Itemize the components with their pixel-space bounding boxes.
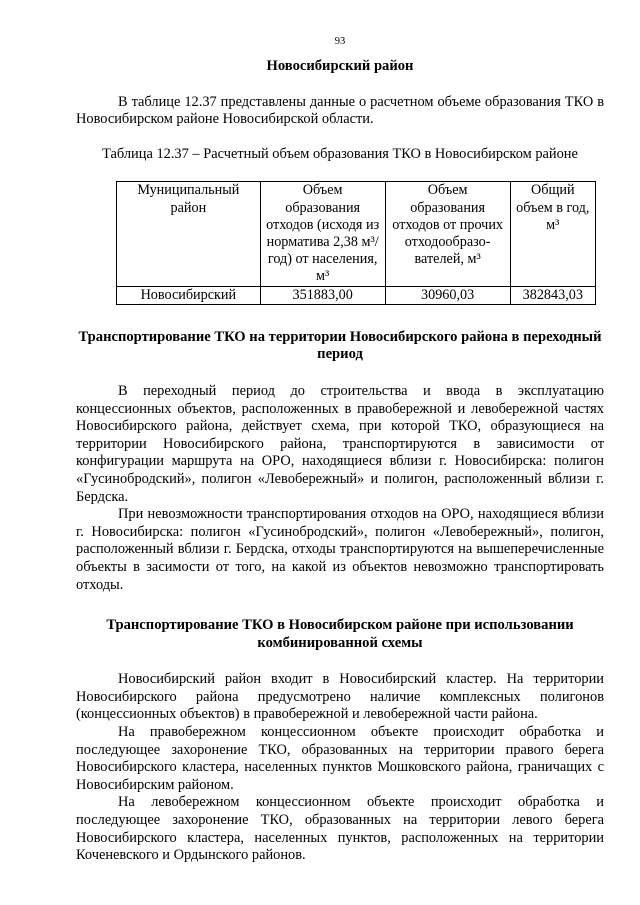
table-caption: Таблица 12.37 – Расчетный объем образования ТКО в Новосибирском районе [102, 145, 578, 162]
header-cell-other-volume: Объем образования отходов от прочих отходообразо-вателей, м³ [385, 182, 510, 286]
table-cell: 382843,03 [510, 286, 595, 304]
table-cell: 351883,00 [260, 286, 385, 304]
paragraph: В переходный период до строительства и ввода в эксплуатацию концессионных объектов, расположенных в правобережной и левобережной частях Новосибирского района, действует схема, при которой ТКО, образующиеся на территории Новосибирского района, транспортируются в зависимости от конфигурации маршрута на ОРО, находящиеся вблизи г. Новосибирска: полигон «Гусинобродский», полигон «Левобережный» и полигон, расположенный вблизи г. Бердска. [76, 382, 604, 505]
section-body-transition [76, 383, 604, 594]
table-header-row [117, 182, 596, 286]
header-cell-total-volume: Общий объем в год, м³ [510, 182, 595, 286]
header-cell-population-volume: Объем образования отходов (исходя из норматива 2,38 м³/год) от населения, м³ [260, 182, 385, 286]
intro-paragraph: В таблице 12.37 представлены данные о расчетном объеме образования ТКО в Новосибирском районе Новосибирской области. [76, 93, 604, 128]
paragraph: Новосибирский район входит в Новосибирский кластер. На территории Новосибирского района предусмотрено наличие комплексных полигонов (концессионных объектов) в правобережной и левобережной части района. [76, 671, 604, 723]
waste-volume-table [116, 181, 596, 304]
paragraph: На левобережном концессионном объекте происходит обработка и последующее захоронение ТКО, образованных на территории левого берега Новосибирского кластера, населенных пунктов, расположенных на территории Коченевского и Ордынского районов. [76, 794, 604, 864]
page-number: 93 [334, 36, 346, 47]
paragraph: При невозможности транспортирования отходов на ОРО, находящиеся вблизи г. Новосибирска: полигон «Гусинобродский», полигон «Левобережный», полигон, расположенный вблизи г. Бердска, отходы транспортируются на вышеперечисленные объекты в засимости от того, на какой из объектов невозможно транспортировать отходы. [76, 506, 604, 593]
header-cell-district: Муниципальный район [117, 182, 261, 286]
page-title: Новосибирский район [266, 58, 414, 74]
table-row [117, 286, 596, 304]
section-heading-combined-scheme: Транспортирование ТКО в Новосибирском районе при использовании комбинированной схемы [106, 617, 574, 651]
table-wrapper [76, 163, 604, 304]
paragraph: На правобережном концессионном объекте происходит обработка и последующее захоронение ТКО, образованных на территории правого берега Новосибирского кластера, населенных пунктов Мошковского района, граничащих с Новосибирским районом. [76, 724, 604, 793]
section-body-combined-scheme [76, 671, 604, 865]
table-cell: Новосибирский [117, 286, 261, 304]
table-cell: 30960,03 [385, 286, 510, 304]
section-heading-transition: Транспортирование ТКО на территории Новосибирского района в переходный период [78, 328, 602, 363]
